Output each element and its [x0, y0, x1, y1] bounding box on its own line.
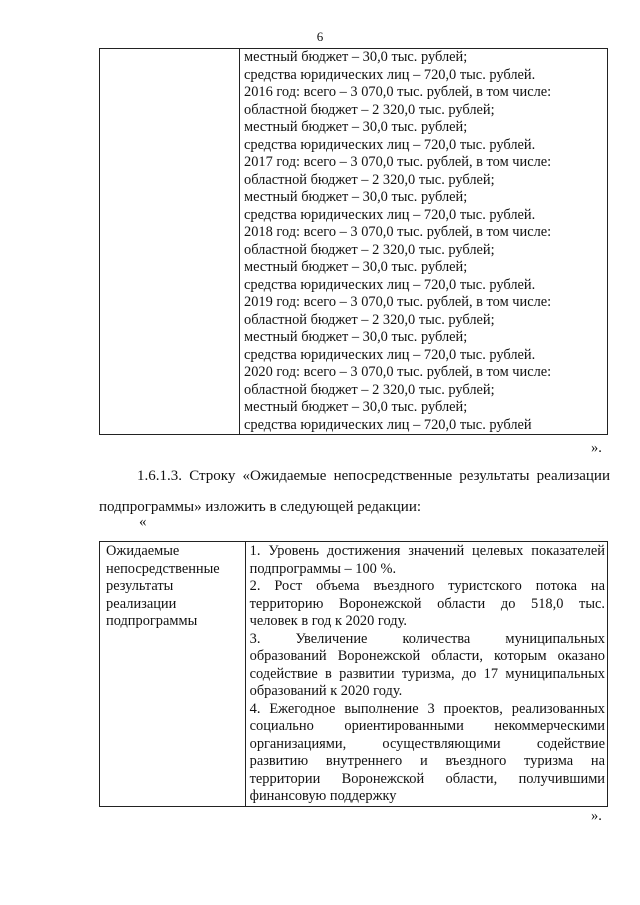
- funding-line: 2018 год: всего – 3 070,0 тыс. рублей, в том числе:: [244, 224, 552, 240]
- result-line: человек в год к 2020 году.: [249, 613, 407, 629]
- opening-quote: «: [139, 514, 147, 530]
- funding-line: областной бюджет – 2 320,0 тыс. рублей;: [244, 101, 495, 118]
- result-line: 3. Увеличение количества муниципальных: [249, 630, 605, 647]
- result-line: подпрограммы – 100 %.: [249, 560, 397, 577]
- funding-line: 2017 год: всего – 3 070,0 тыс. рублей, в том числе:: [244, 154, 552, 170]
- funding-line: средства юридических лиц – 720,0 тыс. рублей.: [244, 276, 536, 293]
- funding-line: областной бюджет – 2 320,0 тыс. рублей;: [244, 171, 495, 188]
- funding-line: средства юридических лиц – 720,0 тыс. рублей.: [244, 136, 536, 153]
- funding-line: областной бюджет – 2 320,0 тыс. рублей;: [244, 311, 495, 328]
- funding-lines: [244, 49, 607, 434]
- funding-line: областной бюджет – 2 320,0 тыс. рублей;: [244, 381, 495, 398]
- funding-line: местный бюджет – 30,0 тыс. рублей;: [244, 399, 468, 415]
- result-line: территорию Воронежской области до 518,0 тыс.: [249, 595, 605, 612]
- result-line: содействие в развитии туризма, до 17 муниципальных: [249, 665, 605, 682]
- funding-line: 2020 год: всего – 3 070,0 тыс. рублей, в том числе:: [244, 364, 552, 380]
- page-number: 6: [316, 29, 324, 44]
- result-line: территории Воронежской области, получившими: [249, 770, 605, 787]
- funding-line: областной бюджет – 2 320,0 тыс. рублей;: [244, 241, 495, 258]
- result-line: организациями, осуществляющими содействие: [249, 735, 605, 752]
- result-line: 4. Ежегодное выполнение 3 проектов, реализованных: [249, 700, 605, 717]
- closing-quote-1: ».: [591, 440, 602, 456]
- heading-line: реализации: [106, 595, 177, 612]
- expected-results-heading: [106, 543, 241, 631]
- result-line: развитию внутреннего и въездного туризма на: [249, 753, 605, 769]
- funding-line: средства юридических лиц – 720,0 тыс. рублей.: [244, 66, 536, 83]
- result-line: социально ориентированными некоммерческими: [249, 718, 605, 734]
- funding-line: 2016 год: всего – 3 070,0 тыс. рублей, в том числе:: [244, 84, 552, 100]
- table1-right-cell: [240, 49, 608, 435]
- result-line: 1. Уровень достижения значений целевых показателей: [249, 543, 605, 559]
- funding-line: средства юридических лиц – 720,0 тыс. рублей.: [244, 206, 536, 223]
- paragraph-line-2: подпрограммы» изложить в следующей редакции:: [99, 499, 422, 515]
- funding-line: местный бюджет – 30,0 тыс. рублей;: [244, 259, 468, 275]
- table1-left-cell: [100, 49, 240, 435]
- heading-line: непосредственные: [106, 560, 220, 577]
- funding-line: местный бюджет – 30,0 тыс. рублей;: [244, 329, 468, 345]
- funding-line: средства юридических лиц – 720,0 тыс. рублей: [244, 416, 532, 433]
- amendment-paragraph: [99, 461, 610, 523]
- result-line: образований Воронежской области, которым оказано: [249, 648, 605, 664]
- funding-line: средства юридических лиц – 720,0 тыс. рублей.: [244, 346, 536, 363]
- funding-line: местный бюджет – 30,0 тыс. рублей;: [244, 119, 468, 135]
- result-line: образований к 2020 году.: [249, 683, 403, 699]
- table2-right-cell: [245, 542, 607, 807]
- heading-line: Ожидаемые: [106, 543, 180, 559]
- closing-quote-2: ».: [591, 808, 602, 824]
- funding-table-continuation: [99, 48, 608, 435]
- result-line: финансовую поддержку: [249, 788, 397, 804]
- expected-results-table: [99, 541, 608, 807]
- paragraph-line-1: 1.6.1.3. Строку «Ожидаемые непосредственные результаты реализации: [137, 468, 610, 484]
- heading-line: результаты: [106, 578, 174, 594]
- result-line: 2. Рост объема въездного туристского потока на: [249, 578, 605, 594]
- heading-line: подпрограммы: [106, 613, 198, 629]
- funding-line: 2019 год: всего – 3 070,0 тыс. рублей, в том числе:: [244, 294, 552, 310]
- funding-line: местный бюджет – 30,0 тыс. рублей;: [244, 189, 468, 205]
- expected-results-list: [250, 543, 605, 806]
- table2-left-cell: [100, 542, 246, 807]
- funding-line: местный бюджет – 30,0 тыс. рублей;: [244, 49, 468, 65]
